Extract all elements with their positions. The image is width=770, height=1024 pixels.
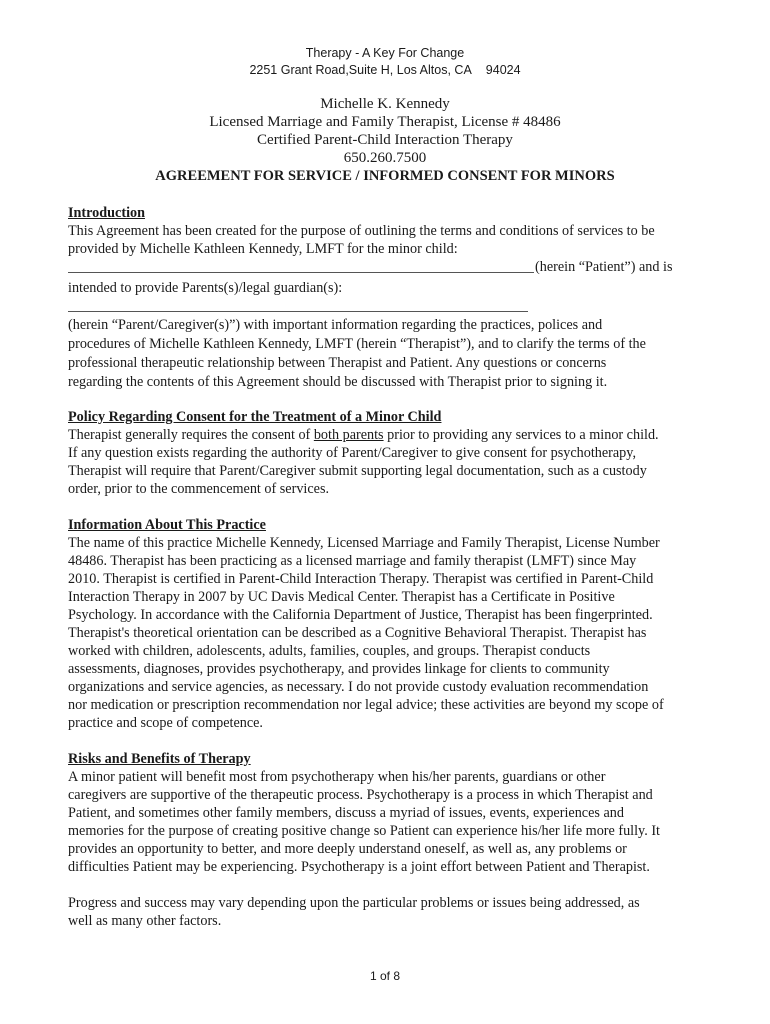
progress-paragraph xyxy=(68,894,708,930)
consent-line: Therapist will require that Parent/Caregiver submit supporting legal documentation, such as a custody xyxy=(68,463,647,479)
progress-line: well as many other factors. xyxy=(68,913,222,929)
intro-line: (herein “Parent/Caregiver(s)”) with important information regarding the practices, polices and xyxy=(68,317,603,333)
patient-name-blank[interactable] xyxy=(68,272,534,273)
intro-line: provided by Michelle Kathleen Kennedy, LMFT for the minor child: xyxy=(68,241,458,257)
org-address: 2251 Grant Road,Suite H, Los Altos, CA xyxy=(249,63,472,77)
practice-line: 2010. Therapist is certified in Parent-Child Interaction Therapy. Therapist was certified in Parent-Child xyxy=(68,571,654,587)
consent-heading: Policy Regarding Consent for the Treatment of a Minor Child xyxy=(68,409,442,425)
page-number: 1 of 8 xyxy=(369,969,401,983)
patient-suffix: (herein “Patient”) and is xyxy=(535,259,673,275)
practice-line: organizations and service agencies, as necessary. I do not provide custody evaluation recommendation xyxy=(68,679,649,695)
risks-heading: Risks and Benefits of Therapy xyxy=(68,751,251,767)
practice-line: 48486. Therapist has been practicing as a licensed marriage and family therapist (LMFT) since May xyxy=(68,553,637,569)
therapist-phone: 650.260.7500 xyxy=(343,150,427,166)
risks-line: Patient, and sometimes other family members, discuss a myriad of issues, events, experiences and xyxy=(68,805,624,821)
practice-line: practice and scope of competence. xyxy=(68,715,263,731)
consent-line: order, prior to the commencement of services. xyxy=(68,481,330,497)
consent-section xyxy=(68,408,708,498)
progress-line: Progress and success may vary depending upon the particular problems or issues being addressed, as xyxy=(68,895,640,911)
intro-continued xyxy=(68,316,708,392)
risks-line: caregivers are supportive of the therapeutic process. Psychotherapy is a process in which Therapist and xyxy=(68,787,653,803)
practice-line: assessments, diagnoses, provides psychotherapy, and provides linkage for clients to community xyxy=(68,661,610,677)
intro-line: intended to provide Parents(s)/legal guardian(s): xyxy=(68,280,343,296)
practice-line: worked with children, adolescents, adults, families, couples, and groups. Therapist conducts xyxy=(68,643,591,659)
document-title: AGREEMENT FOR SERVICE / INFORMED CONSENT FOR MINORS xyxy=(155,168,615,184)
intro-line: This Agreement has been created for the purpose of outlining the terms and conditions of services to be xyxy=(68,223,655,239)
intro-line: professional therapeutic relationship between Therapist and Patient. Any questions or concerns xyxy=(68,355,607,371)
therapist-license: Licensed Marriage and Family Therapist, License # 48486 xyxy=(209,114,561,130)
intro-line: regarding the contents of this Agreement should be discussed with Therapist prior to signing it. xyxy=(68,374,608,390)
practice-section xyxy=(68,516,708,732)
practice-line: Therapist's theoretical orientation can be described as a Cognitive Behavioral Therapist. Therapist has xyxy=(68,625,647,641)
practice-line: The name of this practice Michelle Kennedy, Licensed Marriage and Family Therapist, License Number xyxy=(68,535,660,551)
practice-line: Interaction Therapy in 2007 by UC Davis Medical Center. Therapist has a Certificate in Positive xyxy=(68,589,615,605)
intro-line: procedures of Michelle Kathleen Kennedy, LMFT (herein “Therapist”), and to clarify the terms of the xyxy=(68,336,646,352)
consent-line: If any question exists regarding the authority of Parent/Caregiver to give consent for psychotherapy, xyxy=(68,445,636,461)
practice-line: Psychology. In accordance with the California Department of Justice, Therapist has been fingerprinted. xyxy=(68,607,653,623)
risks-line: provides an opportunity to better, and more deeply understand oneself, as well as, any problems or xyxy=(68,841,627,857)
org-address-line xyxy=(0,63,770,77)
practice-heading: Information About This Practice xyxy=(68,517,266,533)
risks-line: difficulties Patient may be experiencing. Psychotherapy is a joint effort between Patient and Therapist. xyxy=(68,859,650,875)
introduction-section xyxy=(68,204,708,258)
risks-line: memories for the purpose of creating positive change so Patient can experience his/her life more fully. It xyxy=(68,823,660,839)
therapist-name: Michelle K. Kennedy xyxy=(320,96,450,112)
introduction-heading: Introduction xyxy=(68,205,145,221)
risks-line: A minor patient will benefit most from psychotherapy when his/her parents, guardians or other xyxy=(68,769,606,785)
org-name: Therapy - A Key For Change xyxy=(305,46,465,60)
practice-line: nor medication or prescription recommendation nor legal advice; these activities are beyond my scope of xyxy=(68,697,664,713)
both-parents-emphasis: both parents xyxy=(313,427,384,443)
risks-section xyxy=(68,750,708,876)
consent-line: Therapist generally requires the consent of both parents prior to providing any services to a minor child. xyxy=(68,427,659,443)
therapist-certification: Certified Parent-Child Interaction Therapy xyxy=(257,132,513,148)
guardian-name-blank[interactable] xyxy=(68,311,528,312)
org-zip: 94024 xyxy=(485,63,521,77)
